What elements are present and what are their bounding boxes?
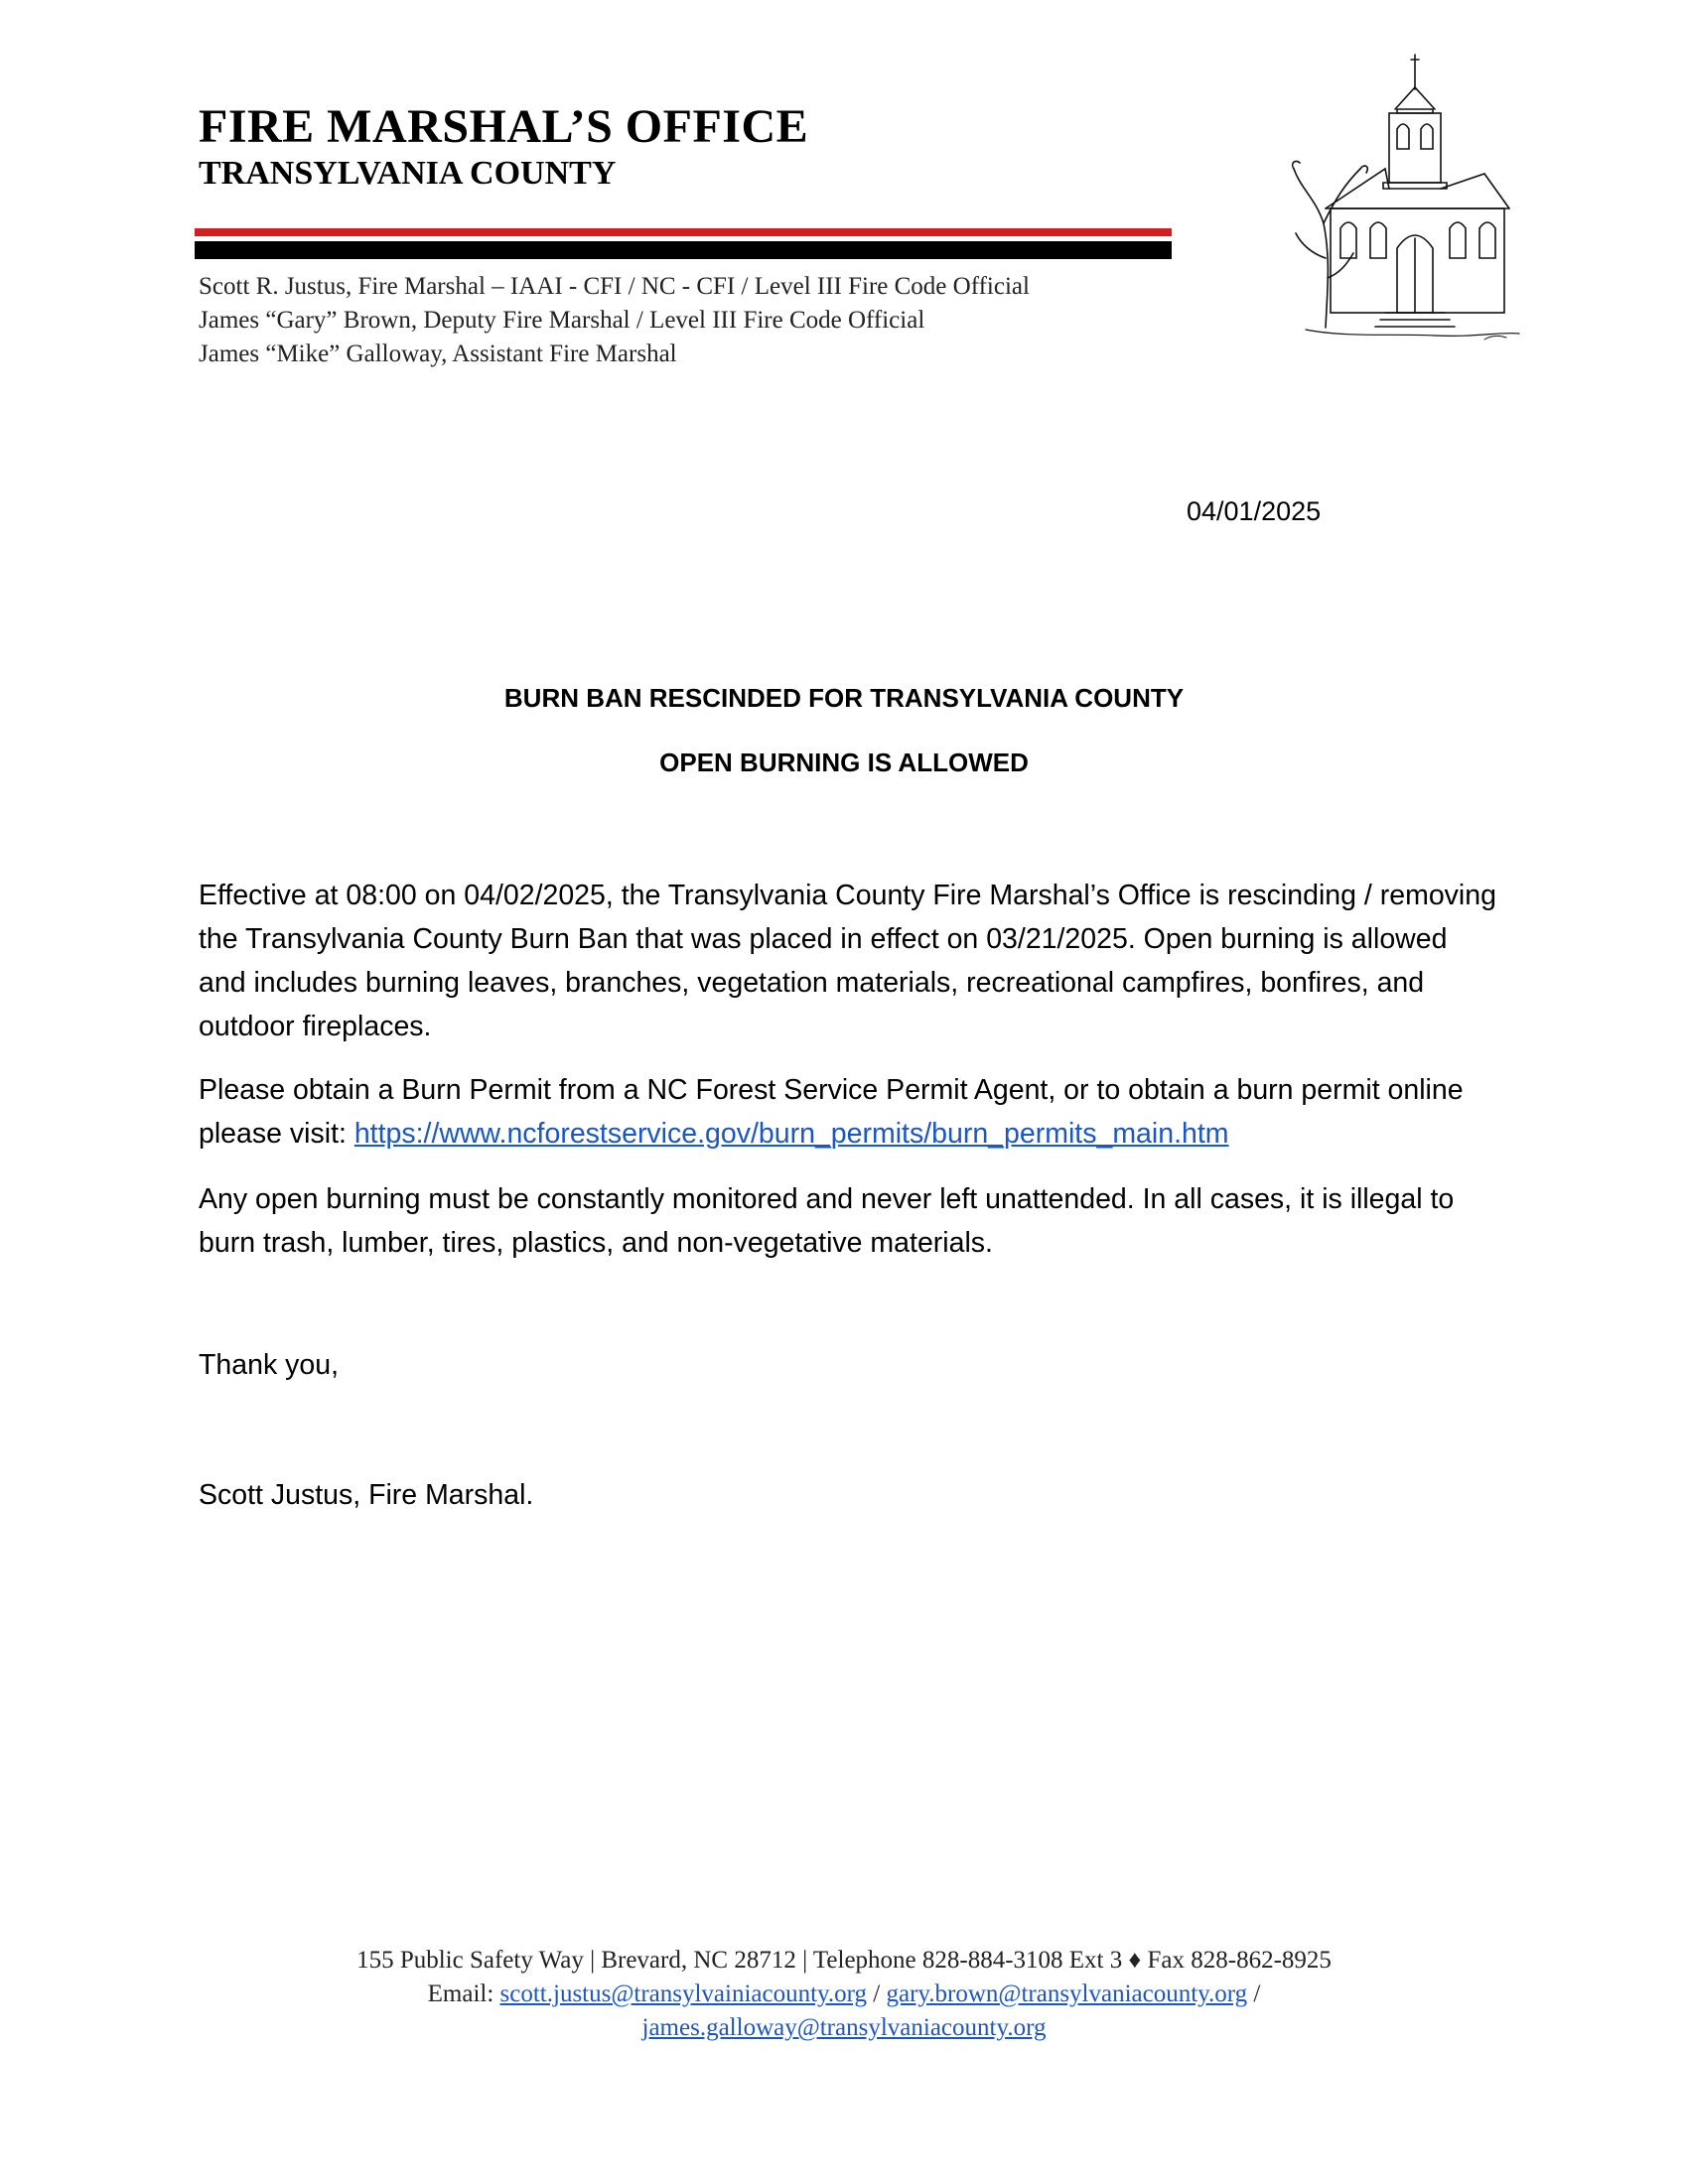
staff-line-fire-marshal: Scott R. Justus, Fire Marshal – IAAI - CFI / NC - CFI / Level III Fire Code Official <box>199 273 1030 300</box>
footer-email-line <box>0 1978 1688 2011</box>
footer-email-line-2 <box>0 2011 1688 2045</box>
footer-email-separator: / <box>1247 1980 1261 2007</box>
burn-permit-link[interactable]: https://www.ncforestservice.gov/burn_permits/burn_permits_main.htm <box>353 1118 1229 1150</box>
letter-signature: Scott Justus, Fire Marshal. <box>199 1479 534 1511</box>
black-rule-divider <box>195 241 1172 259</box>
paragraph-burn-permit-text: Please obtain a Burn Permit from a NC Forest Service Permit Agent, or to obtain a burn permit online please visit: <box>199 1074 1464 1150</box>
letter-heading: BURN BAN RESCINDED FOR TRANSYLVANIA COUNTY <box>503 683 1185 713</box>
letter-subheading: OPEN BURNING IS ALLOWED <box>659 748 1029 777</box>
letter-closing: Thank you, <box>199 1349 339 1381</box>
page-footer <box>0 1944 1688 2045</box>
letter-date: 04/01/2025 <box>1187 496 1322 526</box>
paragraph-monitoring-rules: Any open burning must be constantly monitored and never left unattended. In all cases, it is illegal to burn trash, lumber, tires, plastics, and non-vegetative materials. <box>199 1183 1455 1259</box>
office-title: FIRE MARSHAL’S OFFICE <box>199 100 809 153</box>
footer-email-separator: / <box>867 1980 887 2007</box>
staff-line-deputy: James “Gary” Brown, Deputy Fire Marshal / Level III Fire Code Official <box>199 307 925 334</box>
staff-line-assistant: James “Mike” Galloway, Assistant Fire Marshal <box>199 341 677 367</box>
footer-email-label: Email: <box>427 1980 500 2007</box>
paragraph-burn-permit <box>199 1068 1499 1156</box>
email-link-james[interactable]: james.galloway@transylvaniacounty.org <box>641 2014 1047 2041</box>
paragraph-effective-notice: Effective at 08:00 on 04/02/2025, the Transylvania County Fire Marshal’s Office is rescinding / removing the Transylvania County Burn Ban that was placed in effect on 03/21/2025. Open burning is allowed and includes burning leaves, branches, vegetation materials, recreational campfires, bonfires, and outdoor fireplaces. <box>199 880 1496 1042</box>
county-title: TRANSYLVANIA COUNTY <box>199 155 617 192</box>
courthouse-sketch-icon <box>1286 50 1524 352</box>
red-rule-divider <box>195 228 1172 236</box>
email-link-scott[interactable]: scott.justus@transylvainiacounty.org <box>499 1980 868 2007</box>
footer-address-line: 155 Public Safety Way | Brevard, NC 28712 | Telephone 828-884-3108 Ext 3 ♦ Fax 828-862-8925 <box>356 1947 1332 1974</box>
email-link-gary[interactable]: gary.brown@transylvaniacounty.org <box>886 1980 1248 2007</box>
